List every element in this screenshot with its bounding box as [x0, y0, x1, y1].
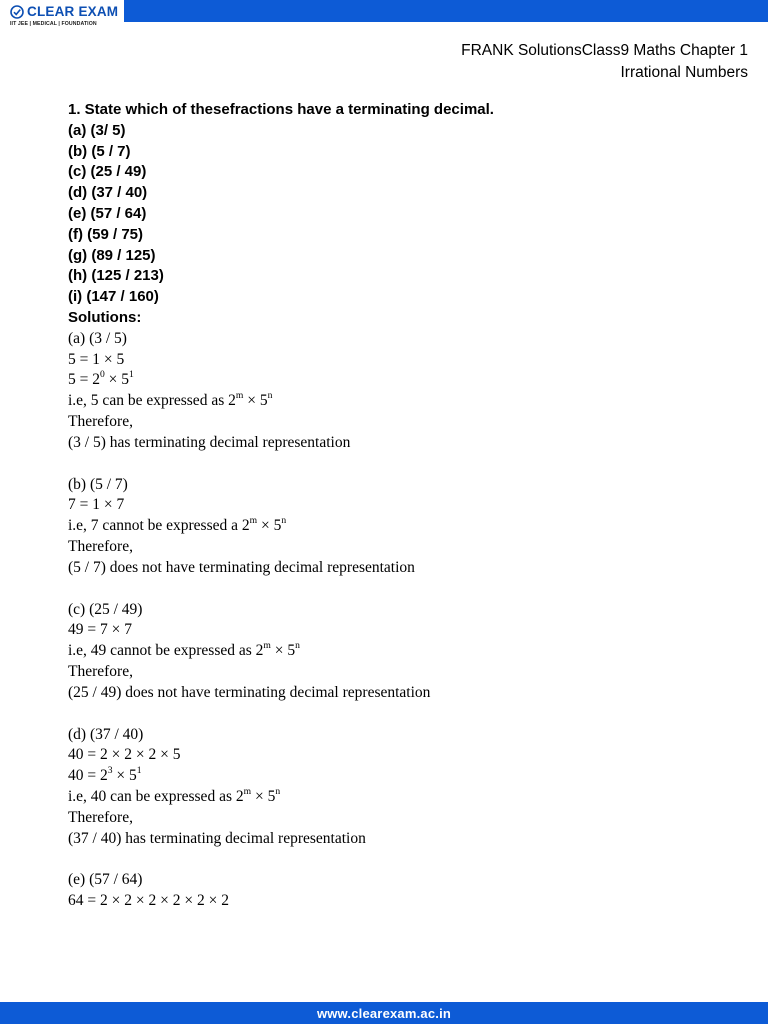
footer-bar — [0, 1002, 768, 1024]
document-header — [461, 40, 748, 84]
document-body — [68, 100, 748, 912]
solution-e-step1: 64 = 2 × 2 × 2 × 2 × 2 × 2 — [68, 892, 229, 910]
top-banner-bar — [124, 0, 768, 22]
brand-logo — [10, 4, 122, 32]
option-b: (b) (5 / 7) — [68, 142, 131, 160]
solution-c-step1: 49 = 7 × 7 — [68, 621, 132, 639]
option-a: (a) (3/ 5) — [68, 121, 126, 139]
solution-b-expression: i.e, 7 cannot be expressed a $2^m \times 5^n$ — [68, 515, 287, 535]
brand-name: CLEAR EXAM — [27, 4, 119, 19]
solution-d-therefore: Therefore, — [68, 808, 133, 826]
solution-d-step2: $40 = 2^3 \times 5^1$ — [68, 765, 142, 785]
solution-b-step1: 7 = 1 × 7 — [68, 496, 125, 514]
brand-tagline: IIT JEE | MEDICAL | FOUNDATION — [10, 21, 97, 27]
solution-b-head: (b) (5 / 7) — [68, 475, 128, 493]
solution-c-expression: i.e, 49 cannot be expressed as $2^m \times 5^n$ — [68, 640, 300, 660]
option-g: (g) (89 / 125) — [68, 246, 156, 264]
solution-a-therefore: Therefore, — [68, 412, 133, 430]
top-banner — [0, 0, 768, 27]
solution-a-expression: i.e, 5 can be expressed as $2^m \times 5^n$ — [68, 390, 273, 410]
question-title: 1. State which of thesefractions have a terminating decimal. — [68, 101, 494, 118]
option-e: (e) (57 / 64) — [68, 204, 147, 222]
option-d: (d) (37 / 40) — [68, 184, 148, 202]
solutions-label: Solutions: — [68, 308, 142, 326]
option-f: (f) (59 / 75) — [68, 225, 144, 243]
solution-d-expression: i.e, 40 can be expressed as $2^m \times 5^n$ — [68, 785, 281, 805]
option-h: (h) (125 / 213) — [68, 267, 164, 285]
solution-b-therefore: Therefore, — [68, 537, 133, 555]
solution-a-conclusion: (3 / 5) has terminating decimal representation — [68, 433, 351, 451]
solution-a-head: (a) (3 / 5) — [68, 329, 127, 347]
solution-b-conclusion: (5 / 7) does not have terminating decimal representation — [68, 558, 415, 576]
solution-c-head: (c) (25 / 49) — [68, 600, 143, 618]
solution-a-step1: 5 = 1 × 5 — [68, 350, 125, 368]
header-subtitle: Irrational Numbers — [620, 64, 748, 81]
solution-e-head: (e) (57 / 64) — [68, 871, 143, 889]
solution-c-conclusion: (25 / 49) does not have terminating decimal representation — [68, 683, 431, 701]
header-title: FRANK SolutionsClass9 Maths Chapter 1 — [461, 42, 748, 59]
solution-d-step1: 40 = 2 × 2 × 2 × 5 — [68, 746, 181, 764]
solution-d-head: (d) (37 / 40) — [68, 725, 144, 743]
solution-a-step2: $5 = 2^0 \times 5^1$ — [68, 369, 134, 389]
logo-mark-icon — [10, 5, 24, 19]
option-c: (c) (25 / 49) — [68, 163, 147, 181]
option-i: (i) (147 / 160) — [68, 288, 159, 306]
footer-url: www.clearexam.ac.in — [316, 1005, 452, 1021]
solution-c-therefore: Therefore, — [68, 662, 133, 680]
solution-d-conclusion: (37 / 40) has terminating decimal representation — [68, 829, 366, 847]
